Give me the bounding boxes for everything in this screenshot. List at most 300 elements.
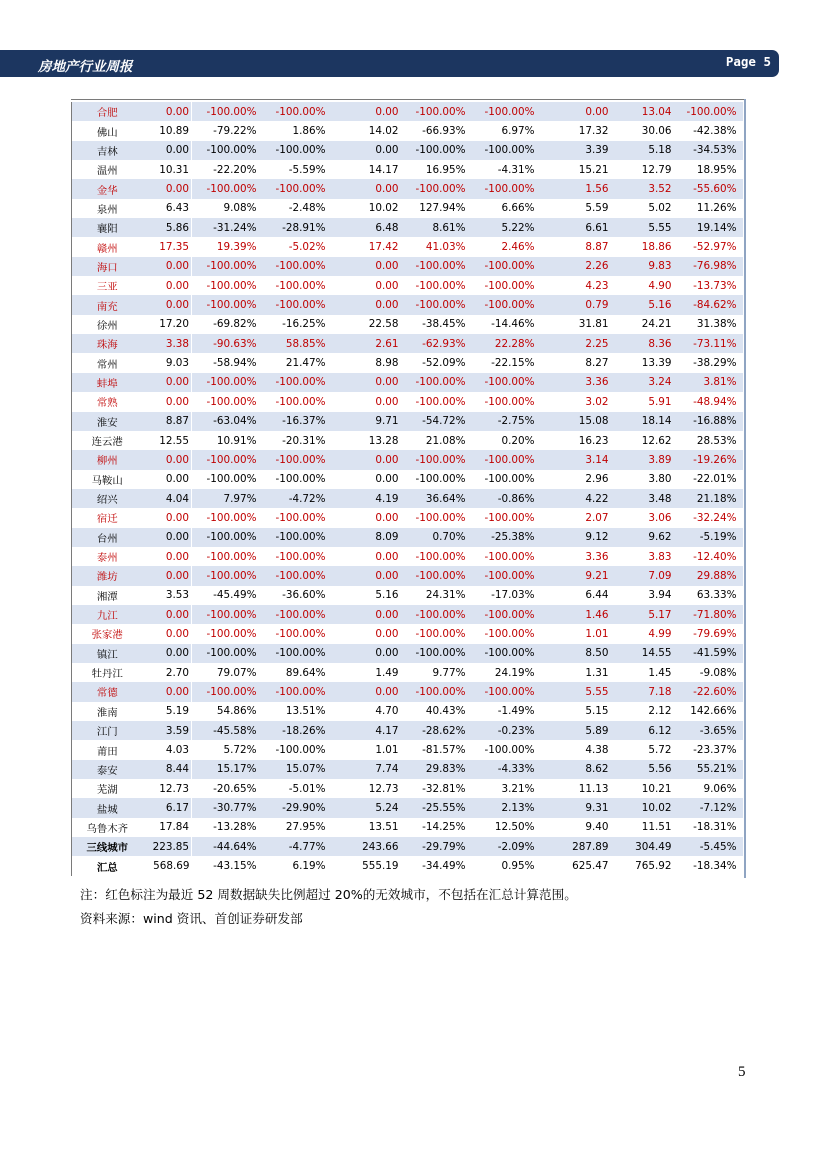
value-cell: 4.99 <box>611 624 678 643</box>
city-name-cell: 马鞍山 <box>72 470 143 489</box>
value-cell: -62.93% <box>401 334 472 353</box>
table-row <box>72 856 743 875</box>
table-row <box>72 818 743 837</box>
value-cell: -84.62% <box>678 295 743 314</box>
value-cell: 4.03 <box>143 740 192 759</box>
value-cell: 243.66 <box>332 837 401 856</box>
value-cell: 14.02 <box>332 121 401 140</box>
value-cell: 5.18 <box>611 141 678 160</box>
value-cell: 18.14 <box>611 412 678 431</box>
value-cell: 6.19% <box>263 856 332 875</box>
table-row <box>72 102 743 121</box>
value-cell: 3.94 <box>611 586 678 605</box>
value-cell: -100.00% <box>192 392 263 411</box>
value-cell: 19.39% <box>192 237 263 256</box>
value-cell: -17.03% <box>472 586 541 605</box>
value-cell: -100.00% <box>192 682 263 701</box>
value-cell: -100.00% <box>472 102 541 121</box>
value-cell: 29.88% <box>678 566 743 585</box>
value-cell: -30.77% <box>192 798 263 817</box>
table-row <box>72 237 743 256</box>
value-cell: -100.00% <box>678 102 743 121</box>
value-cell: -100.00% <box>472 470 541 489</box>
value-cell: 13.04 <box>611 102 678 121</box>
value-cell: -18.26% <box>263 721 332 740</box>
value-cell: 12.73 <box>143 779 192 798</box>
value-cell: -13.28% <box>192 818 263 837</box>
value-cell: 5.89 <box>541 721 611 740</box>
value-cell: 9.40 <box>541 818 611 837</box>
table-row <box>72 141 743 160</box>
value-cell: -100.00% <box>192 373 263 392</box>
value-cell: -100.00% <box>192 566 263 585</box>
table-row <box>72 257 743 276</box>
value-cell: 5.16 <box>332 586 401 605</box>
value-cell: -31.24% <box>192 218 263 237</box>
value-cell: 40.43% <box>401 702 472 721</box>
city-name-cell: 佛山 <box>72 121 143 140</box>
value-cell: 9.03 <box>143 353 192 372</box>
value-cell: 555.19 <box>332 856 401 875</box>
value-cell: 3.36 <box>541 373 611 392</box>
value-cell: -100.00% <box>192 276 263 295</box>
value-cell: -28.91% <box>263 218 332 237</box>
value-cell: 10.31 <box>143 160 192 179</box>
value-cell: 9.71 <box>332 412 401 431</box>
value-cell: 0.00 <box>332 682 401 701</box>
value-cell: 13.51% <box>263 702 332 721</box>
value-cell: -100.00% <box>263 624 332 643</box>
value-cell: -69.82% <box>192 315 263 334</box>
value-cell: -100.00% <box>472 179 541 198</box>
city-name-cell: 泰安 <box>72 760 143 779</box>
value-cell: -2.09% <box>472 837 541 856</box>
value-cell: -100.00% <box>263 276 332 295</box>
table-row <box>72 566 743 585</box>
value-cell: 3.02 <box>541 392 611 411</box>
value-cell: 3.59 <box>143 721 192 740</box>
value-cell: 2.13% <box>472 798 541 817</box>
value-cell: -36.60% <box>263 586 332 605</box>
value-cell: 5.72% <box>192 740 263 759</box>
city-name-cell: 张家港 <box>72 624 143 643</box>
value-cell: -63.04% <box>192 412 263 431</box>
value-cell: 0.00 <box>143 373 192 392</box>
value-cell: 9.83 <box>611 257 678 276</box>
value-cell: -100.00% <box>401 276 472 295</box>
value-cell: 16.95% <box>401 160 472 179</box>
value-cell: 0.00 <box>143 528 192 547</box>
value-cell: 142.66% <box>678 702 743 721</box>
value-cell: 8.87 <box>143 412 192 431</box>
value-cell: -100.00% <box>401 179 472 198</box>
table-row <box>72 218 743 237</box>
value-cell: 15.17% <box>192 760 263 779</box>
value-cell: -45.58% <box>192 721 263 740</box>
value-cell: 1.49 <box>332 663 401 682</box>
value-cell: -29.90% <box>263 798 332 817</box>
value-cell: 0.00 <box>332 547 401 566</box>
value-cell: 304.49 <box>611 837 678 856</box>
value-cell: -32.81% <box>401 779 472 798</box>
value-cell: 0.00 <box>332 392 401 411</box>
table-row <box>72 586 743 605</box>
value-cell: 8.87 <box>541 237 611 256</box>
value-cell: 17.84 <box>143 818 192 837</box>
value-cell: -100.00% <box>263 179 332 198</box>
value-cell: -76.98% <box>678 257 743 276</box>
value-cell: -38.45% <box>401 315 472 334</box>
value-cell: 0.00 <box>143 624 192 643</box>
value-cell: -0.86% <box>472 489 541 508</box>
value-cell: -100.00% <box>192 179 263 198</box>
value-cell: -5.02% <box>263 237 332 256</box>
table-footnote: 注：红色标注为最近 52 周数据缺失比例超过 20%的无效城市，不包括在汇总计算范围。 <box>80 887 577 902</box>
value-cell: 4.23 <box>541 276 611 295</box>
value-cell: 1.86% <box>263 121 332 140</box>
value-cell: -34.53% <box>678 141 743 160</box>
value-cell: 1.01 <box>332 740 401 759</box>
value-cell: -100.00% <box>401 644 472 663</box>
value-cell: -100.00% <box>263 257 332 276</box>
value-cell: 4.70 <box>332 702 401 721</box>
value-cell: 7.97% <box>192 489 263 508</box>
value-cell: 2.25 <box>541 334 611 353</box>
value-cell: 3.80 <box>611 470 678 489</box>
value-cell: 11.26% <box>678 199 743 218</box>
city-name-cell: 绍兴 <box>72 489 143 508</box>
value-cell: 24.19% <box>472 663 541 682</box>
value-cell: -14.46% <box>472 315 541 334</box>
value-cell: 8.62 <box>541 760 611 779</box>
value-cell: 2.07 <box>541 508 611 527</box>
value-cell: 2.12 <box>611 702 678 721</box>
value-cell: 0.70% <box>401 528 472 547</box>
value-cell: 1.31 <box>541 663 611 682</box>
value-cell: 55.21% <box>678 760 743 779</box>
page-number: 5 <box>738 1064 746 1080</box>
city-name-cell: 吉林 <box>72 141 143 160</box>
value-cell: 12.62 <box>611 431 678 450</box>
report-header-bar <box>0 50 779 77</box>
value-cell: -20.31% <box>263 431 332 450</box>
city-name-cell: 海口 <box>72 257 143 276</box>
table-row <box>72 431 743 450</box>
city-name-cell: 南充 <box>72 295 143 314</box>
value-cell: 568.69 <box>143 856 192 875</box>
value-cell: 63.33% <box>678 586 743 605</box>
value-cell: 0.00 <box>143 102 192 121</box>
value-cell: -0.23% <box>472 721 541 740</box>
value-cell: 5.02 <box>611 199 678 218</box>
table-body <box>72 102 743 876</box>
city-name-cell: 常德 <box>72 682 143 701</box>
value-cell: -1.49% <box>472 702 541 721</box>
value-cell: 0.00 <box>332 644 401 663</box>
value-cell: 5.17 <box>611 605 678 624</box>
value-cell: -100.00% <box>192 528 263 547</box>
value-cell: 0.00 <box>143 605 192 624</box>
value-cell: -22.20% <box>192 160 263 179</box>
city-name-cell: 金华 <box>72 179 143 198</box>
value-cell: 223.85 <box>143 837 192 856</box>
value-cell: -100.00% <box>263 605 332 624</box>
table-row <box>72 199 743 218</box>
city-data-table <box>71 102 743 876</box>
value-cell: 30.06 <box>611 121 678 140</box>
value-cell: 9.21 <box>541 566 611 585</box>
table-row <box>72 412 743 431</box>
value-cell: 15.08 <box>541 412 611 431</box>
value-cell: 0.00 <box>143 682 192 701</box>
value-cell: -100.00% <box>401 682 472 701</box>
value-cell: -100.00% <box>401 373 472 392</box>
value-cell: -13.73% <box>678 276 743 295</box>
value-cell: 0.20% <box>472 431 541 450</box>
value-cell: -43.15% <box>192 856 263 875</box>
value-cell: -79.22% <box>192 121 263 140</box>
table-row <box>72 373 743 392</box>
value-cell: 10.89 <box>143 121 192 140</box>
value-cell: 10.21 <box>611 779 678 798</box>
value-cell: -100.00% <box>401 566 472 585</box>
value-cell: -38.29% <box>678 353 743 372</box>
value-cell: 41.03% <box>401 237 472 256</box>
value-cell: 4.90 <box>611 276 678 295</box>
value-cell: -18.34% <box>678 856 743 875</box>
value-cell: -100.00% <box>263 450 332 469</box>
value-cell: 3.21% <box>472 779 541 798</box>
value-cell: 5.16 <box>611 295 678 314</box>
value-cell: 0.00 <box>143 547 192 566</box>
value-cell: -71.80% <box>678 605 743 624</box>
city-name-cell: 江门 <box>72 721 143 740</box>
value-cell: 3.52 <box>611 179 678 198</box>
value-cell: -100.00% <box>263 508 332 527</box>
value-cell: 24.31% <box>401 586 472 605</box>
value-cell: -4.31% <box>472 160 541 179</box>
value-cell: -100.00% <box>401 470 472 489</box>
value-cell: 2.61 <box>332 334 401 353</box>
value-cell: -100.00% <box>192 644 263 663</box>
value-cell: 10.91% <box>192 431 263 450</box>
value-cell: 625.47 <box>541 856 611 875</box>
value-cell: -5.59% <box>263 160 332 179</box>
value-cell: 5.91 <box>611 392 678 411</box>
value-cell: 6.48 <box>332 218 401 237</box>
table-row <box>72 450 743 469</box>
value-cell: 3.53 <box>143 586 192 605</box>
value-cell: 0.00 <box>541 102 611 121</box>
value-cell: -100.00% <box>192 547 263 566</box>
city-name-cell: 温州 <box>72 160 143 179</box>
value-cell: -25.38% <box>472 528 541 547</box>
value-cell: 15.07% <box>263 760 332 779</box>
value-cell: 11.13 <box>541 779 611 798</box>
table-row <box>72 682 743 701</box>
value-cell: 0.00 <box>143 141 192 160</box>
table-row <box>72 508 743 527</box>
value-cell: -4.33% <box>472 760 541 779</box>
value-cell: 9.06% <box>678 779 743 798</box>
city-name-cell: 徐州 <box>72 315 143 334</box>
value-cell: 0.00 <box>332 257 401 276</box>
value-cell: 17.20 <box>143 315 192 334</box>
city-name-cell: 牡丹江 <box>72 663 143 682</box>
value-cell: 4.38 <box>541 740 611 759</box>
page-label: Page 5 <box>725 54 771 69</box>
value-cell: -25.55% <box>401 798 472 817</box>
value-cell: 14.17 <box>332 160 401 179</box>
value-cell: 0.00 <box>332 508 401 527</box>
value-cell: 21.18% <box>678 489 743 508</box>
city-name-cell: 泉州 <box>72 199 143 218</box>
value-cell: 7.74 <box>332 760 401 779</box>
value-cell: 7.09 <box>611 566 678 585</box>
value-cell: -100.00% <box>263 470 332 489</box>
value-cell: -9.08% <box>678 663 743 682</box>
value-cell: 10.02 <box>332 199 401 218</box>
value-cell: 9.62 <box>611 528 678 547</box>
value-cell: -7.12% <box>678 798 743 817</box>
value-cell: -45.49% <box>192 586 263 605</box>
value-cell: -100.00% <box>263 141 332 160</box>
value-cell: 6.43 <box>143 199 192 218</box>
value-cell: 58.85% <box>263 334 332 353</box>
value-cell: 3.14 <box>541 450 611 469</box>
table-row <box>72 721 743 740</box>
value-cell: 0.00 <box>143 566 192 585</box>
value-cell: 31.38% <box>678 315 743 334</box>
value-cell: 1.46 <box>541 605 611 624</box>
value-cell: -100.00% <box>401 508 472 527</box>
table-row <box>72 837 743 856</box>
value-cell: -100.00% <box>192 295 263 314</box>
value-cell: -22.01% <box>678 470 743 489</box>
value-cell: -100.00% <box>263 644 332 663</box>
value-cell: 0.00 <box>143 392 192 411</box>
table-row <box>72 121 743 140</box>
value-cell: 12.55 <box>143 431 192 450</box>
value-cell: 9.31 <box>541 798 611 817</box>
city-name-cell: 盐城 <box>72 798 143 817</box>
city-name-cell: 泰州 <box>72 547 143 566</box>
value-cell: 2.96 <box>541 470 611 489</box>
value-cell: 13.39 <box>611 353 678 372</box>
value-cell: 5.22% <box>472 218 541 237</box>
table-row <box>72 315 743 334</box>
value-cell: -48.94% <box>678 392 743 411</box>
value-cell: 5.19 <box>143 702 192 721</box>
table-row <box>72 798 743 817</box>
city-name-cell: 常州 <box>72 353 143 372</box>
table-row <box>72 624 743 643</box>
value-cell: -52.97% <box>678 237 743 256</box>
value-cell: 89.64% <box>263 663 332 682</box>
value-cell: 6.44 <box>541 586 611 605</box>
value-cell: 3.06 <box>611 508 678 527</box>
value-cell: 5.72 <box>611 740 678 759</box>
value-cell: -81.57% <box>401 740 472 759</box>
value-cell: 4.22 <box>541 489 611 508</box>
value-cell: 2.26 <box>541 257 611 276</box>
value-cell: -14.25% <box>401 818 472 837</box>
value-cell: -22.15% <box>472 353 541 372</box>
table-top-rule <box>71 99 746 100</box>
table-row <box>72 644 743 663</box>
value-cell: 11.51 <box>611 818 678 837</box>
value-cell: 0.79 <box>541 295 611 314</box>
value-cell: -90.63% <box>192 334 263 353</box>
table-right-rule <box>744 99 746 878</box>
value-cell: -2.75% <box>472 412 541 431</box>
value-cell: 12.73 <box>332 779 401 798</box>
value-cell: 5.86 <box>143 218 192 237</box>
value-cell: -16.88% <box>678 412 743 431</box>
value-cell: 21.08% <box>401 431 472 450</box>
value-cell: -100.00% <box>192 257 263 276</box>
value-cell: -100.00% <box>472 295 541 314</box>
value-cell: 0.00 <box>143 276 192 295</box>
city-name-cell: 赣州 <box>72 237 143 256</box>
city-name-cell: 连云港 <box>72 431 143 450</box>
city-name-cell: 襄阳 <box>72 218 143 237</box>
value-cell: 0.00 <box>143 450 192 469</box>
value-cell: -100.00% <box>472 373 541 392</box>
value-cell: -66.93% <box>401 121 472 140</box>
value-cell: 127.94% <box>401 199 472 218</box>
data-source: 资料来源：wind 资讯、首创证券研发部 <box>80 911 303 926</box>
value-cell: 8.50 <box>541 644 611 663</box>
value-cell: -100.00% <box>472 257 541 276</box>
value-cell: -5.19% <box>678 528 743 547</box>
table-row <box>72 334 743 353</box>
value-cell: 21.47% <box>263 353 332 372</box>
value-cell: 5.56 <box>611 760 678 779</box>
table-row <box>72 489 743 508</box>
value-cell: 0.00 <box>143 470 192 489</box>
value-cell: 5.24 <box>332 798 401 817</box>
value-cell: -100.00% <box>401 450 472 469</box>
table-row <box>72 276 743 295</box>
city-name-cell: 汇总 <box>72 856 143 875</box>
value-cell: -100.00% <box>401 141 472 160</box>
value-cell: -100.00% <box>472 644 541 663</box>
value-cell: -100.00% <box>192 450 263 469</box>
value-cell: 5.15 <box>541 702 611 721</box>
value-cell: -100.00% <box>472 605 541 624</box>
value-cell: 6.12 <box>611 721 678 740</box>
value-cell: 0.00 <box>332 179 401 198</box>
value-cell: 13.51 <box>332 818 401 837</box>
value-cell: -29.79% <box>401 837 472 856</box>
value-cell: -100.00% <box>192 624 263 643</box>
table-row <box>72 392 743 411</box>
value-cell: 15.21 <box>541 160 611 179</box>
value-cell: -32.24% <box>678 508 743 527</box>
value-cell: 2.70 <box>143 663 192 682</box>
value-cell: -4.77% <box>263 837 332 856</box>
value-cell: 0.00 <box>143 179 192 198</box>
value-cell: 9.08% <box>192 199 263 218</box>
value-cell: 1.56 <box>541 179 611 198</box>
value-cell: -5.01% <box>263 779 332 798</box>
city-name-cell: 淮南 <box>72 702 143 721</box>
value-cell: 14.55 <box>611 644 678 663</box>
value-cell: 3.48 <box>611 489 678 508</box>
value-cell: -16.37% <box>263 412 332 431</box>
value-cell: -44.64% <box>192 837 263 856</box>
